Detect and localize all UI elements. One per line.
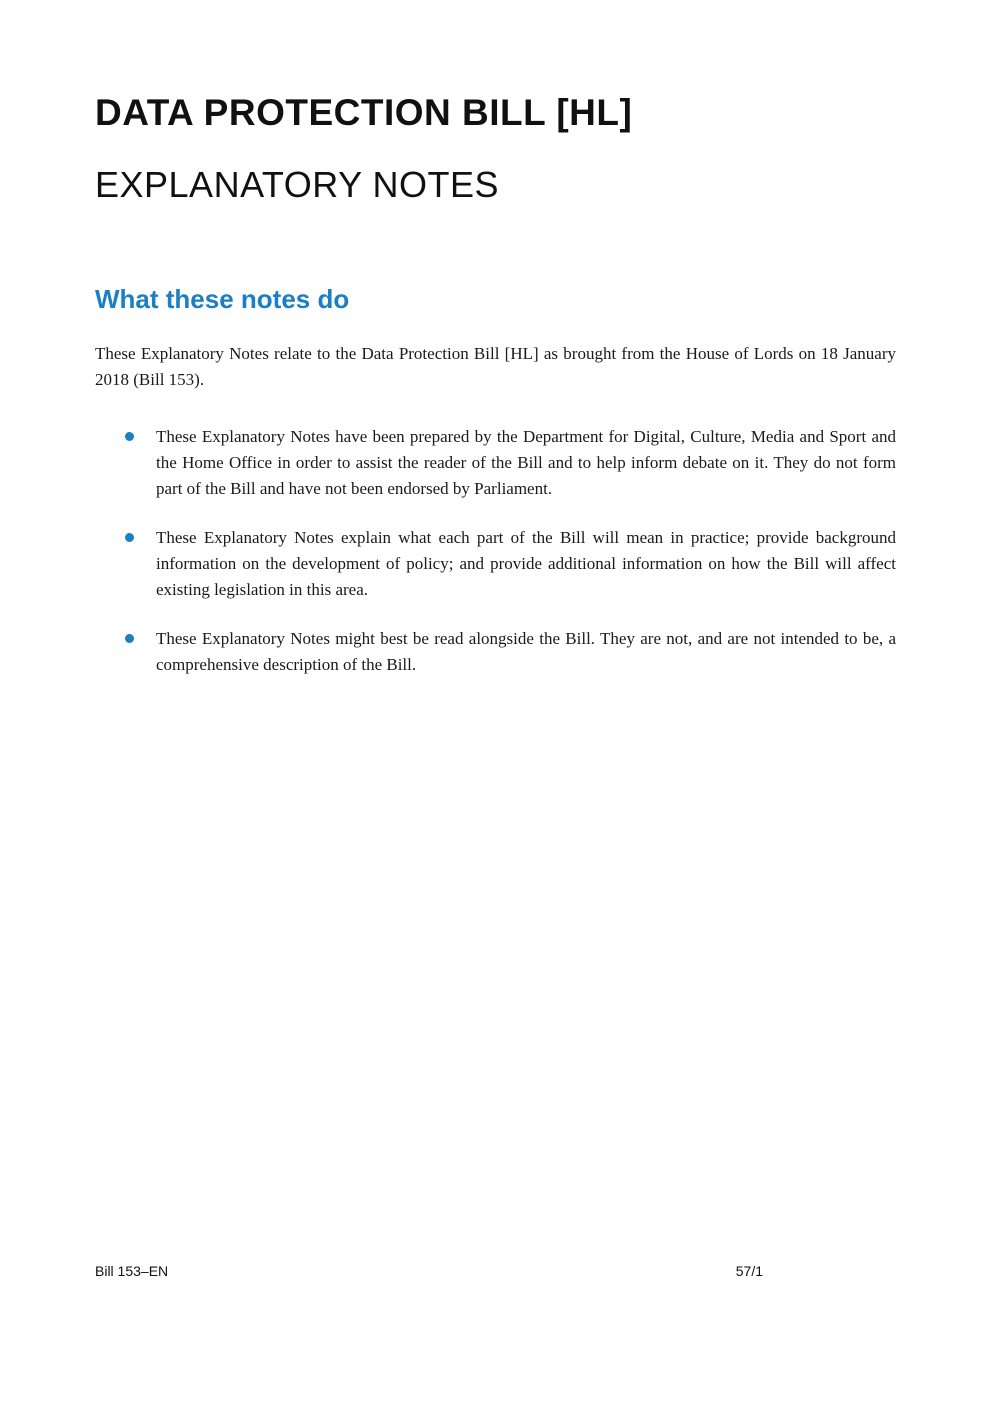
bullet-icon bbox=[125, 634, 134, 643]
page-footer bbox=[95, 1263, 763, 1279]
document-content bbox=[0, 0, 991, 678]
document-subtitle: EXPLANATORY NOTES bbox=[95, 164, 499, 205]
list-item bbox=[95, 525, 896, 604]
list-item bbox=[95, 424, 896, 503]
bullet-icon bbox=[125, 533, 134, 542]
bullet-text: These Explanatory Notes have been prepared by the Department for Digital, Culture, Media and Sport and the Home Office in order to assist the reader of the Bill and to help inform debate on it. They do not form part of the Bill and have not been endorsed by Parliament. bbox=[156, 426, 896, 499]
bullet-text: These Explanatory Notes might best be read alongside the Bill. They are not, and are not intended to be, a comprehensive description of the Bill. bbox=[156, 628, 896, 675]
footer-bill-number: Bill 153–EN bbox=[95, 1263, 169, 1279]
footer-page-number: 57/1 bbox=[735, 1263, 763, 1279]
bullet-list bbox=[95, 424, 896, 679]
section-heading: What these notes do bbox=[95, 284, 350, 314]
document-title: DATA PROTECTION BILL [HL] bbox=[95, 92, 633, 133]
bullet-text: These Explanatory Notes explain what each part of the Bill will mean in practice; provide background information on the development of policy; and provide additional information on how the Bill will affect existing legislation in this area. bbox=[156, 527, 896, 600]
bullet-icon bbox=[125, 432, 134, 441]
intro-paragraph: These Explanatory Notes relate to the Data Protection Bill [HL] as brought from the House of Lords on 18 January 2018 (Bill 153). bbox=[95, 344, 896, 390]
list-item bbox=[95, 626, 896, 679]
